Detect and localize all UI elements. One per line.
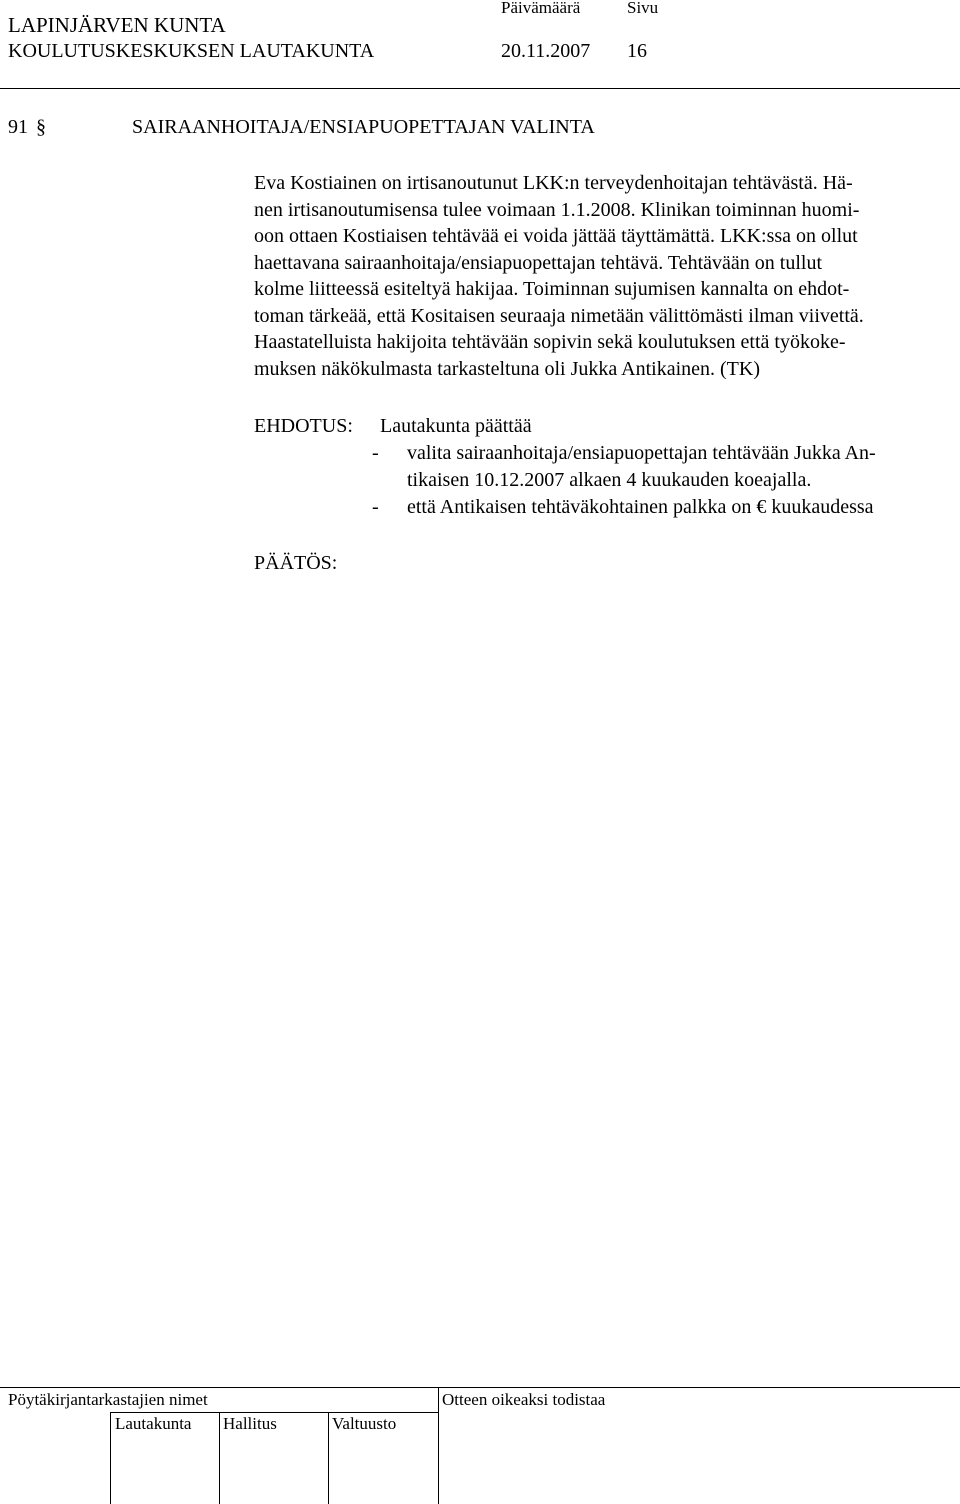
page-label: Sivu xyxy=(627,0,659,17)
body-line: toman tärkeää, että Kositaisen seuraaja nimetään välittömästi ilman viivettä. xyxy=(254,304,864,327)
body-line: oon ottaen Kostiaisen tehtävää ei voida jättää täyttämättä. LKK:ssa on ollut xyxy=(254,225,858,247)
body-line: nen irtisanoutumisensa tulee voimaan 1.1.2008. Klinikan toiminnan huomi- xyxy=(254,198,860,221)
body-line: Eva Kostiainen on irtisanoutunut LKK:n terveydenhoitajan tehtävästä. Hä- xyxy=(254,172,853,194)
decision-label: PÄÄTÖS: xyxy=(254,552,338,574)
body-line: muksen näkökulmasta tarkasteltuna oli Jukka Antikainen. (TK) xyxy=(254,357,760,380)
board-name: KOULUTUSKESKUKSEN LAUTAKUNTA xyxy=(8,40,375,62)
footer-divider xyxy=(438,1387,439,1504)
proposal-item-dash: - xyxy=(372,496,379,518)
footer-box-mid1 xyxy=(219,1412,220,1504)
footer-inspectors-label: Pöytäkirjantarkastajien nimet xyxy=(8,1390,208,1409)
page-value: 16 xyxy=(627,40,647,62)
proposal-item-line: että Antikaisen tehtäväkohtainen palkka on € kuukaudessa xyxy=(407,496,874,518)
body-line: kolme liitteessä esiteltyä hakijaa. Toiminnan sujumisen kannalta on ehdot- xyxy=(254,278,850,300)
proposal-intro: Lautakunta päättää xyxy=(380,415,532,437)
section-title: SAIRAANHOITAJA/ENSIAPUOPETTAJAN VALINTA xyxy=(132,116,595,138)
section-number: 91 xyxy=(8,116,28,138)
date-value: 20.11.2007 xyxy=(501,40,591,62)
proposal-item-line: valita sairaanhoitaja/ensiapuopettajan tehtävään Jukka An- xyxy=(407,442,876,464)
proposal-label: EHDOTUS: xyxy=(254,415,353,437)
header-rule xyxy=(0,88,960,89)
footer-box-left xyxy=(110,1412,111,1504)
body-line: Haastatelluista hakijoita tehtävään sopivin sekä koulutuksen että työkoke- xyxy=(254,331,846,353)
body-paragraph xyxy=(254,170,864,382)
footer-body-lautakunta: Lautakunta xyxy=(115,1414,192,1433)
proposal-item xyxy=(407,440,876,493)
footer-body-hallitus: Hallitus xyxy=(223,1414,277,1433)
body-line: haettavana sairaanhoitaja/ensiapuopettajan tehtävä. Tehtävään on tullut xyxy=(254,251,822,274)
footer-body-valtuusto: Valtuusto xyxy=(332,1414,397,1433)
footer-rule-top xyxy=(0,1387,960,1388)
proposal-item xyxy=(407,494,874,521)
footer-row-rule xyxy=(110,1412,438,1413)
proposal-item-line: tikaisen 10.12.2007 alkaen 4 kuukauden koeajalla. xyxy=(407,468,812,491)
footer-certified-label: Otteen oikeaksi todistaa xyxy=(442,1390,606,1409)
footer-box-mid2 xyxy=(328,1412,329,1504)
section-symbol: § xyxy=(36,116,46,138)
organization-name: LAPINJÄRVEN KUNTA xyxy=(8,13,226,37)
proposal-item-dash: - xyxy=(372,442,379,464)
date-label: Päivämäärä xyxy=(501,0,581,17)
